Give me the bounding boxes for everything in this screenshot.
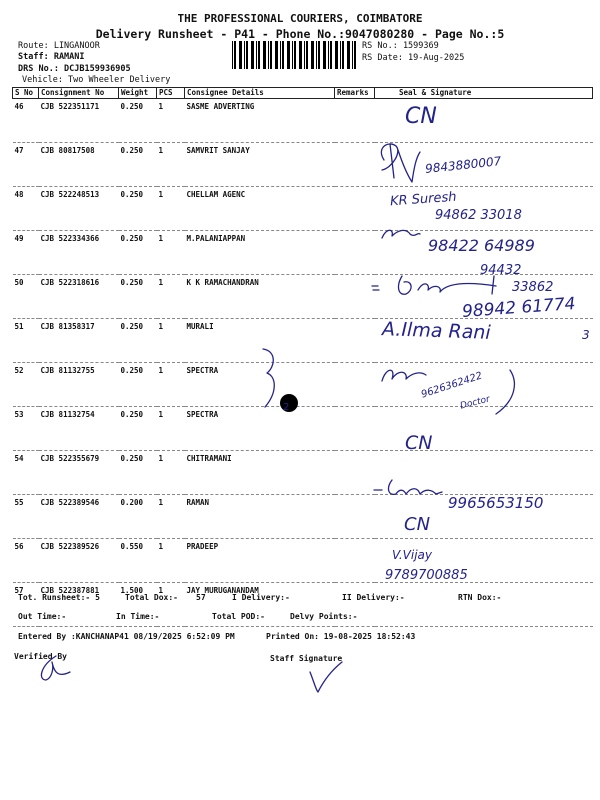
cell-consignment: CJB 522248513 [39, 187, 119, 231]
cell-consignment: CJB 522387881 [39, 583, 119, 627]
cell-consignee: CHELLAM AGENC [185, 187, 335, 231]
cell-sno: 54 [13, 451, 39, 495]
vehicle-label: Vehicle: Two Wheeler Delivery [22, 75, 171, 85]
cell-weight: 0.250 [119, 451, 157, 495]
cell-pcs: 1 [157, 99, 185, 143]
cell-consignee: CHITRAMANI [185, 451, 335, 495]
tot-runsheet: Tot. Runsheet:- 5 [18, 593, 100, 602]
cell-remarks [335, 275, 375, 319]
cell-remarks [335, 231, 375, 275]
total-dox-label: Total Dox:- [125, 593, 178, 602]
cell-pcs: 1 [157, 275, 185, 319]
sig-row47-phone: 9843880007 [424, 154, 502, 176]
cell-sno: 52 [13, 363, 39, 407]
drs-number: DRS No.: DCJB159936905 [18, 64, 131, 74]
printed-on: Printed On: 19-08-2025 18:52:43 [266, 632, 416, 641]
cell-signature [375, 583, 593, 627]
staff-signature-label: Staff Signature [270, 654, 343, 663]
cell-weight: 1.500 [119, 583, 157, 627]
cell-pcs: 1 [157, 407, 185, 451]
cell-sno: 50 [13, 275, 39, 319]
cell-consignment: CJB 522334366 [39, 231, 119, 275]
signature-scribble [372, 476, 452, 500]
cell-weight: 0.250 [119, 275, 157, 319]
cell-weight: 0.550 [119, 539, 157, 583]
cell-sno: 55 [13, 495, 39, 539]
sig-row52-note: Doctor [459, 394, 491, 412]
cell-pcs: 1 [157, 143, 185, 187]
cell-remarks [335, 539, 375, 583]
cell-weight: 0.250 [119, 187, 157, 231]
rs-number: RS No.: 1599369 [362, 41, 439, 51]
cell-sno: 53 [13, 407, 39, 451]
cell-consignment: CJB 522355679 [39, 451, 119, 495]
cell-remarks [335, 363, 375, 407]
cell-consignment: CJB 522389526 [39, 539, 119, 583]
col-consignment: Consignment No [39, 88, 119, 99]
sig-row50-b: 33862 [512, 280, 554, 295]
table-header-row [13, 88, 593, 99]
route-label: Route: LINGANOOR [18, 41, 100, 51]
cell-remarks [335, 407, 375, 451]
cell-sno: 48 [13, 187, 39, 231]
entered-by: Entered By :KANCHANAP41 08/19/2025 6:52:09 PM [18, 632, 235, 641]
col-consignee: Consignee Details [185, 88, 335, 99]
cell-consignee: SPECTRA [185, 363, 335, 407]
runsheet-title: Delivery Runsheet - P41 - Phone No.:9047080280 - Page No.:5 [95, 27, 505, 41]
cell-pcs: 1 [157, 187, 185, 231]
cell-sno: 47 [13, 143, 39, 187]
cell-weight: 0.250 [119, 319, 157, 363]
cell-remarks [335, 495, 375, 539]
rtn-dox: RTN Dox:- [458, 593, 502, 602]
col-sno: S No [13, 88, 39, 99]
cell-pcs: 1 [157, 231, 185, 275]
cell-consignee: RAMAN [185, 495, 335, 539]
cell-consignment: CJB 81132754 [39, 407, 119, 451]
cell-remarks [335, 143, 375, 187]
barcode [232, 41, 358, 71]
cell-pcs: 1 [157, 495, 185, 539]
cell-consignee: MURALI [185, 319, 335, 363]
verified-signature [34, 652, 74, 686]
cell-consignment: CJB 81358317 [39, 319, 119, 363]
cell-consignment: CJB 522389546 [39, 495, 119, 539]
staff-signature-mark [306, 660, 346, 696]
cell-pcs: 1 [157, 451, 185, 495]
sig-row52-phone: 9626362422 [419, 370, 484, 401]
verified-by: Verified By [14, 652, 67, 661]
delvy-points: Delvy Points:- [290, 612, 358, 621]
cell-weight: 0.250 [119, 99, 157, 143]
signature-scribble [380, 224, 420, 244]
cell-remarks [335, 99, 375, 143]
cell-weight: 0.250 [119, 143, 157, 187]
cell-remarks [335, 319, 375, 363]
sig-row49-phone: 98422 64989 [428, 236, 535, 255]
sig-row48-phone: 94862 33018 [435, 208, 522, 223]
cell-consignment: CJB 80817508 [39, 143, 119, 187]
cell-sno: 46 [13, 99, 39, 143]
sig-row46-cn: CN [405, 104, 437, 129]
sig-row51-phone: 98942 61774 [461, 294, 577, 322]
out-time: Out Time:- [18, 612, 67, 621]
cell-consignment: CJB 81132755 [39, 363, 119, 407]
i-delivery: I Delivery:- [232, 593, 290, 602]
cell-consignee: JAY MURUGANANDAM [185, 583, 335, 627]
sig-row50-a: 94432 [480, 263, 522, 278]
rs-date: RS Date: 19-Aug-2025 [362, 53, 465, 63]
cell-pcs: 1 [157, 319, 185, 363]
table-row [13, 451, 593, 495]
cell-sno: 57 [13, 583, 39, 627]
company-title: THE PROFESSIONAL COURIERS, COIMBATORE [177, 12, 423, 25]
cell-remarks [335, 187, 375, 231]
sig-row55-phone: 9965653150 [448, 494, 544, 512]
cell-consignee: M.PALANIAPPAN [185, 231, 335, 275]
cell-remarks [335, 451, 375, 495]
sig-mark-2: 2 [283, 402, 290, 413]
sig-row51-name: A.Ilma Rani [381, 318, 491, 344]
cell-pcs: 1 [157, 583, 185, 627]
table-row [13, 99, 593, 143]
cell-weight: 0.250 [119, 407, 157, 451]
col-seal-signature: Seal & Signature [375, 88, 593, 99]
cell-consignment: CJB 522318616 [39, 275, 119, 319]
cell-sno: 51 [13, 319, 39, 363]
cell-consignee: PRADEEP [185, 539, 335, 583]
col-pcs: PCS [157, 88, 185, 99]
signature-scribble [378, 365, 428, 387]
cell-consignment: CJB 522351171 [39, 99, 119, 143]
cell-sno: 56 [13, 539, 39, 583]
total-dox-value: 57 [196, 593, 206, 602]
table-row [13, 143, 593, 187]
signature-scribble [370, 138, 430, 188]
total-pod: Total POD:- [212, 612, 265, 621]
cell-pcs: 1 [157, 539, 185, 583]
ii-delivery: II Delivery:- [342, 593, 405, 602]
in-time: In Time:- [116, 612, 160, 621]
brace-mark [255, 345, 305, 415]
sig-row48-name: KR Suresh [389, 189, 457, 210]
sig-row57-phone: 9789700885 [385, 568, 468, 583]
cell-weight: 0.250 [119, 363, 157, 407]
cell-weight: 0.250 [119, 231, 157, 275]
sig-row51-mark: 3 [582, 328, 590, 342]
sig-row57-name: V.Vijay [392, 548, 432, 562]
sig-row56-cn: CN [404, 514, 431, 535]
col-weight: Weight [119, 88, 157, 99]
sig-row54-cn: CN [405, 432, 433, 454]
cell-consignee: K K RAMACHANDRAN [185, 275, 335, 319]
signature-scribble [490, 368, 520, 418]
table-row [13, 539, 593, 583]
cell-consignee: SASME ADVERTING [185, 99, 335, 143]
col-remarks: Remarks [335, 88, 375, 99]
cell-pcs: 1 [157, 363, 185, 407]
cell-consignee: SPECTRA [185, 407, 335, 451]
cell-weight: 0.200 [119, 495, 157, 539]
staff-label: Staff: RAMANI [18, 52, 85, 62]
cell-consignee: SAMVRIT SANJAY [185, 143, 335, 187]
cell-sno: 49 [13, 231, 39, 275]
